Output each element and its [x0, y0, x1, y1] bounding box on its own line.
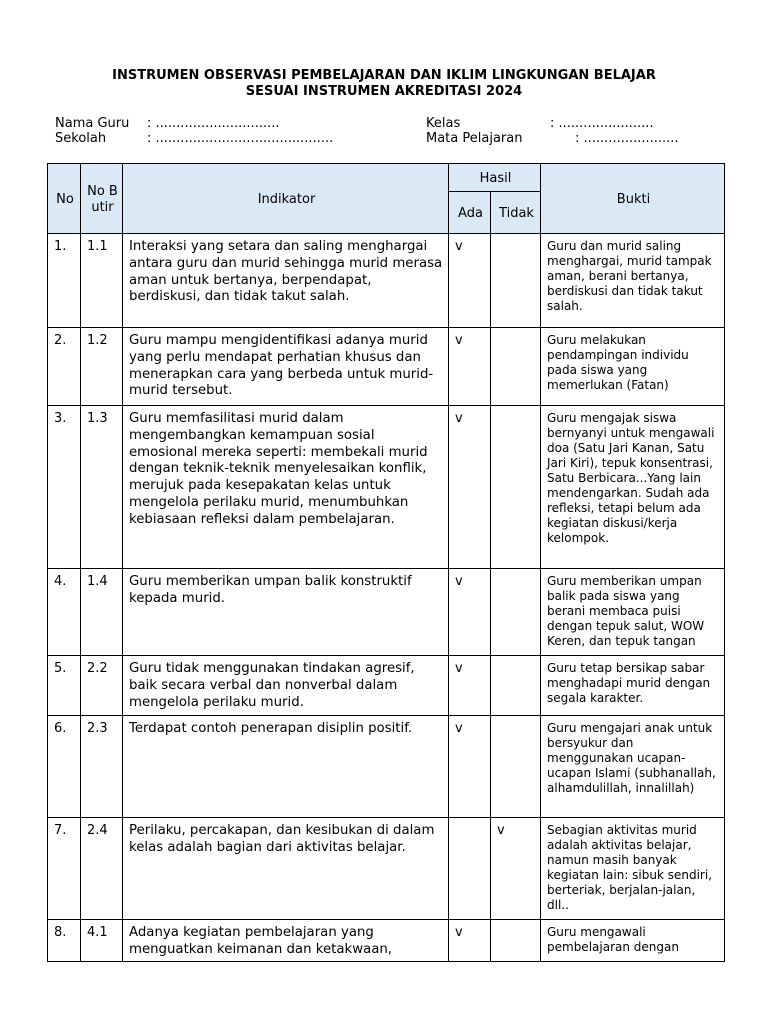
row-butir: 1.4 — [81, 569, 123, 656]
row-ada-cell[interactable]: v — [449, 656, 491, 716]
row-ada-cell[interactable]: v — [449, 328, 491, 406]
row-bukti[interactable]: Guru mengajak siswa bernyanyi untuk mengawali doa (Satu Jari Kanan, Satu Jari Kiri), tepuk konsentrasi, Satu Berbicara...Yang lain mendengarkan. Sudah ada refleksi, tetapi belum ada kegiatan diskusi/kerja kelompok. — [541, 406, 725, 569]
sekolah-label: Sekolah — [55, 131, 107, 146]
row-ada-cell[interactable]: v — [449, 716, 491, 818]
row-ada-cell[interactable]: v — [449, 406, 491, 569]
row-tidak-cell[interactable] — [491, 328, 541, 406]
row-no: 7. — [48, 818, 81, 920]
mata-pelajaran-label: Mata Pelajaran — [426, 131, 523, 146]
row-bukti[interactable]: Guru dan murid saling menghargai, murid tampak aman, berani bertanya, berdiskusi dan tidak takut salah. — [541, 234, 725, 328]
row-butir: 1.2 — [81, 328, 123, 406]
row-no: 8. — [48, 920, 81, 962]
row-indikator: Guru tidak menggunakan tindakan agresif, baik secara verbal dan nonverbal dalam mengelola perilaku murid. — [123, 656, 449, 716]
row-no: 2. — [48, 328, 81, 406]
title-line-1: INSTRUMEN OBSERVASI PEMBELAJARAN DAN IKLIM LINGKUNGAN BELAJAR — [112, 68, 656, 83]
row-tidak-cell[interactable] — [491, 406, 541, 569]
row-indikator: Adanya kegiatan pembelajaran yang menguatkan keimanan dan ketakwaan, — [123, 920, 449, 962]
row-tidak-cell[interactable] — [491, 656, 541, 716]
table-row — [48, 234, 725, 328]
row-bukti[interactable]: Guru tetap bersikap sabar menghadapi murid dengan segala karakter. — [541, 656, 725, 716]
header-indikator: Indikator — [123, 164, 449, 234]
row-no: 3. — [48, 406, 81, 569]
nama-guru-label: Nama Guru — [55, 116, 130, 131]
nama-guru-field[interactable]: : .............................. — [147, 116, 280, 131]
kelas-field[interactable]: : ....................... — [550, 116, 654, 131]
row-indikator: Perilaku, percakapan, dan kesibukan di dalam kelas adalah bagian dari aktivitas belajar. — [123, 818, 449, 920]
row-tidak-cell[interactable] — [491, 569, 541, 656]
row-ada-cell[interactable]: v — [449, 920, 491, 962]
row-bukti[interactable]: Guru memberikan umpan balik pada siswa yang berani membaca puisi dengan tepuk salut, WOW Keren, dan tepuk tangan — [541, 569, 725, 656]
observation-table — [47, 163, 725, 962]
header-hasil: Hasil — [449, 164, 541, 192]
row-bukti[interactable]: Sebagian aktivitas murid adalah aktivitas belajar, namun masih banyak kegiatan lain: sibuk sendiri, berteriak, berjalan-jalan, dll.. — [541, 818, 725, 920]
header-ada: Ada — [449, 192, 491, 234]
row-butir: 2.3 — [81, 716, 123, 818]
row-butir: 1.3 — [81, 406, 123, 569]
document-title — [0, 68, 768, 100]
row-bukti[interactable]: Guru mengawali pembelajaran dengan — [541, 920, 725, 962]
header-tidak: Tidak — [491, 192, 541, 234]
row-ada-cell[interactable] — [449, 818, 491, 920]
row-indikator: Guru memberikan umpan balik konstruktif kepada murid. — [123, 569, 449, 656]
row-ada-cell[interactable]: v — [449, 569, 491, 656]
kelas-label: Kelas — [426, 116, 461, 131]
table-row — [48, 406, 725, 569]
table-row — [48, 818, 725, 920]
row-no: 6. — [48, 716, 81, 818]
row-indikator: Terdapat contoh penerapan disiplin positif. — [123, 716, 449, 818]
row-indikator: Guru mampu mengidentifikasi adanya murid yang perlu mendapat perhatian khusus dan menerapkan cara yang berbeda untuk murid-murid tersebut. — [123, 328, 449, 406]
mata-pelajaran-field[interactable]: : ....................... — [575, 131, 679, 146]
row-butir: 2.2 — [81, 656, 123, 716]
row-ada-cell[interactable]: v — [449, 234, 491, 328]
row-tidak-cell[interactable] — [491, 234, 541, 328]
table-row — [48, 920, 725, 962]
title-line-2: SESUAI INSTRUMEN AKREDITASI 2024 — [245, 84, 523, 99]
row-butir: 2.4 — [81, 818, 123, 920]
header-bukti: Bukti — [541, 164, 725, 234]
row-butir: 4.1 — [81, 920, 123, 962]
row-no: 4. — [48, 569, 81, 656]
table-row — [48, 328, 725, 406]
row-no: 1. — [48, 234, 81, 328]
table-row — [48, 716, 725, 818]
row-bukti[interactable]: Guru melakukan pendampingan individu pada siswa yang memerlukan (Fatan) — [541, 328, 725, 406]
table-row — [48, 569, 725, 656]
row-tidak-cell[interactable] — [491, 920, 541, 962]
header-no-butir: No Butir — [81, 164, 123, 234]
sekolah-field[interactable]: : ........................................... — [147, 131, 334, 146]
table-row — [48, 656, 725, 716]
row-no: 5. — [48, 656, 81, 716]
row-butir: 1.1 — [81, 234, 123, 328]
row-bukti[interactable]: Guru mengajari anak untuk bersyukur dan menggunakan ucapan-ucapan Islami (subhanallah, alhamdulillah, innalillah) — [541, 716, 725, 818]
row-indikator: Guru memfasilitasi murid dalam mengembangkan kemampuan sosial emosional mereka seperti: membekali murid dengan teknik-teknik menyelesaikan konflik, merujuk pada kesepakatan kelas untuk mengelola perilaku murid, menumbuhkan kebiasaan refleksi dalam pembelajaran. — [123, 406, 449, 569]
row-indikator: Interaksi yang setara dan saling menghargai antara guru dan murid sehingga murid merasa aman untuk bertanya, berpendapat, berdiskusi, dan tidak takut salah. — [123, 234, 449, 328]
row-tidak-cell[interactable]: v — [491, 818, 541, 920]
header-no: No — [48, 164, 81, 234]
row-tidak-cell[interactable] — [491, 716, 541, 818]
